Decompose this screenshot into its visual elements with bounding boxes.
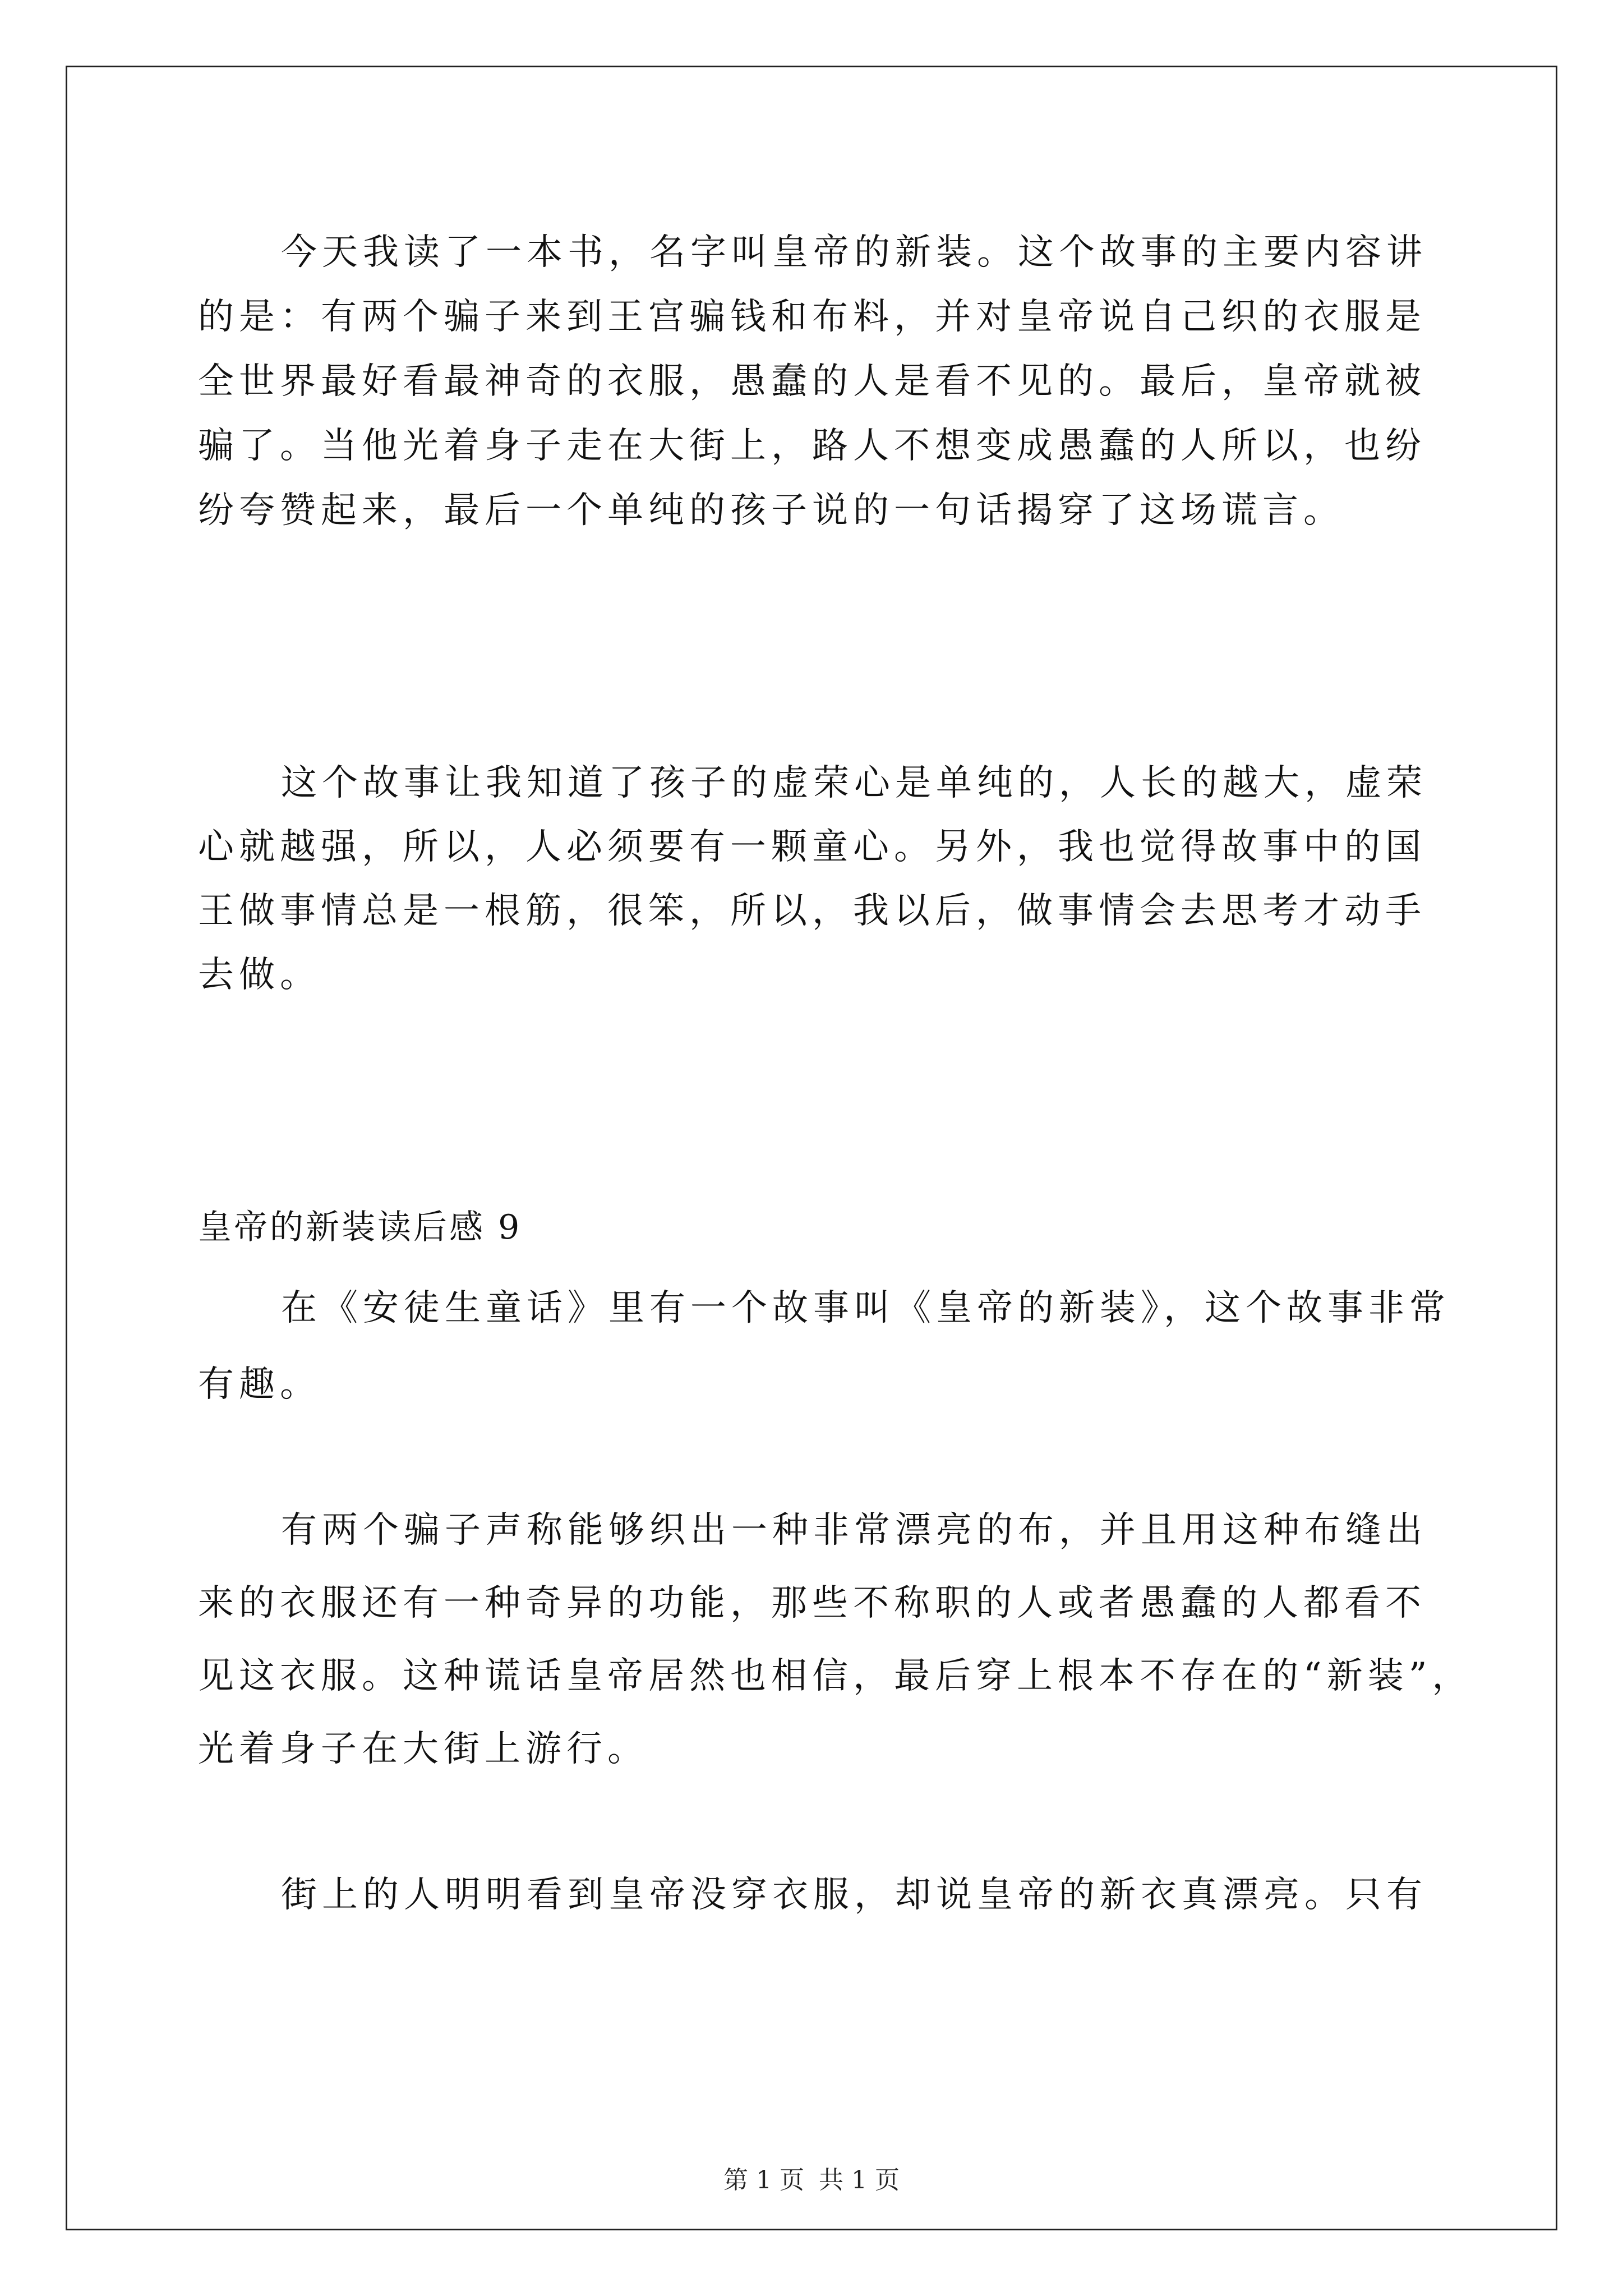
- paragraph-line: 纷夸赞起来，最后一个单纯的孩子说的一句话揭穿了这场谎言。: [198, 490, 1344, 531]
- paragraph-line: 骗了。当他光着身子走在大街上，路人不想变成愚蠢的人所以，也纷: [198, 425, 1426, 467]
- paragraph-line: 来的衣服还有一种奇异的功能，那些不称职的人或者愚蠢的人都看不: [198, 1582, 1426, 1624]
- paragraph-line: 心就越强，所以，人必须要有一颗童心。另外，我也觉得故事中的国: [198, 826, 1426, 868]
- paragraph-line: 街上的人明明看到皇帝没穿衣服，却说皇帝的新衣真漂亮。只有: [281, 1874, 1427, 1916]
- paragraph-line: 今天我读了一本书，名字叫皇帝的新装。这个故事的主要内容讲: [281, 232, 1427, 273]
- paragraph-line: 这个故事让我知道了孩子的虚荣心是单纯的，人长的越大，虚荣: [281, 762, 1427, 804]
- page-number-current: 第 1 页: [723, 2166, 804, 2194]
- page-footer: [0, 2164, 1623, 2197]
- section-heading: 皇帝的新装读后感 9: [198, 1208, 522, 1247]
- paragraph-line: 的是：有两个骗子来到王宫骗钱和布料，并对皇帝说自己织的衣服是: [198, 296, 1426, 338]
- page-number-total: 共 1 页: [819, 2166, 900, 2194]
- paragraph-line: 见这衣服。这种谎话皇帝居然也相信，最后穿上根本不存在的“新装”，: [198, 1655, 1473, 1697]
- paragraph-line: 在《安徒生童话》里有一个故事叫《皇帝的新装》，这个故事非常: [281, 1287, 1450, 1329]
- paragraph-line: 王做事情总是一根筋，很笨，所以，我以后，做事情会去思考才动手: [198, 890, 1426, 932]
- paragraph-line: 去做。: [198, 954, 321, 996]
- paragraph-line: 有趣。: [198, 1364, 321, 1405]
- paragraph-line: 全世界最好看最神奇的衣服，愚蠢的人是看不见的。最后，皇帝就被: [198, 361, 1426, 402]
- paragraph-line: 有两个骗子声称能够织出一种非常漂亮的布，并且用这种布缝出: [281, 1510, 1427, 1551]
- paragraph-line: 光着身子在大街上游行。: [198, 1728, 648, 1770]
